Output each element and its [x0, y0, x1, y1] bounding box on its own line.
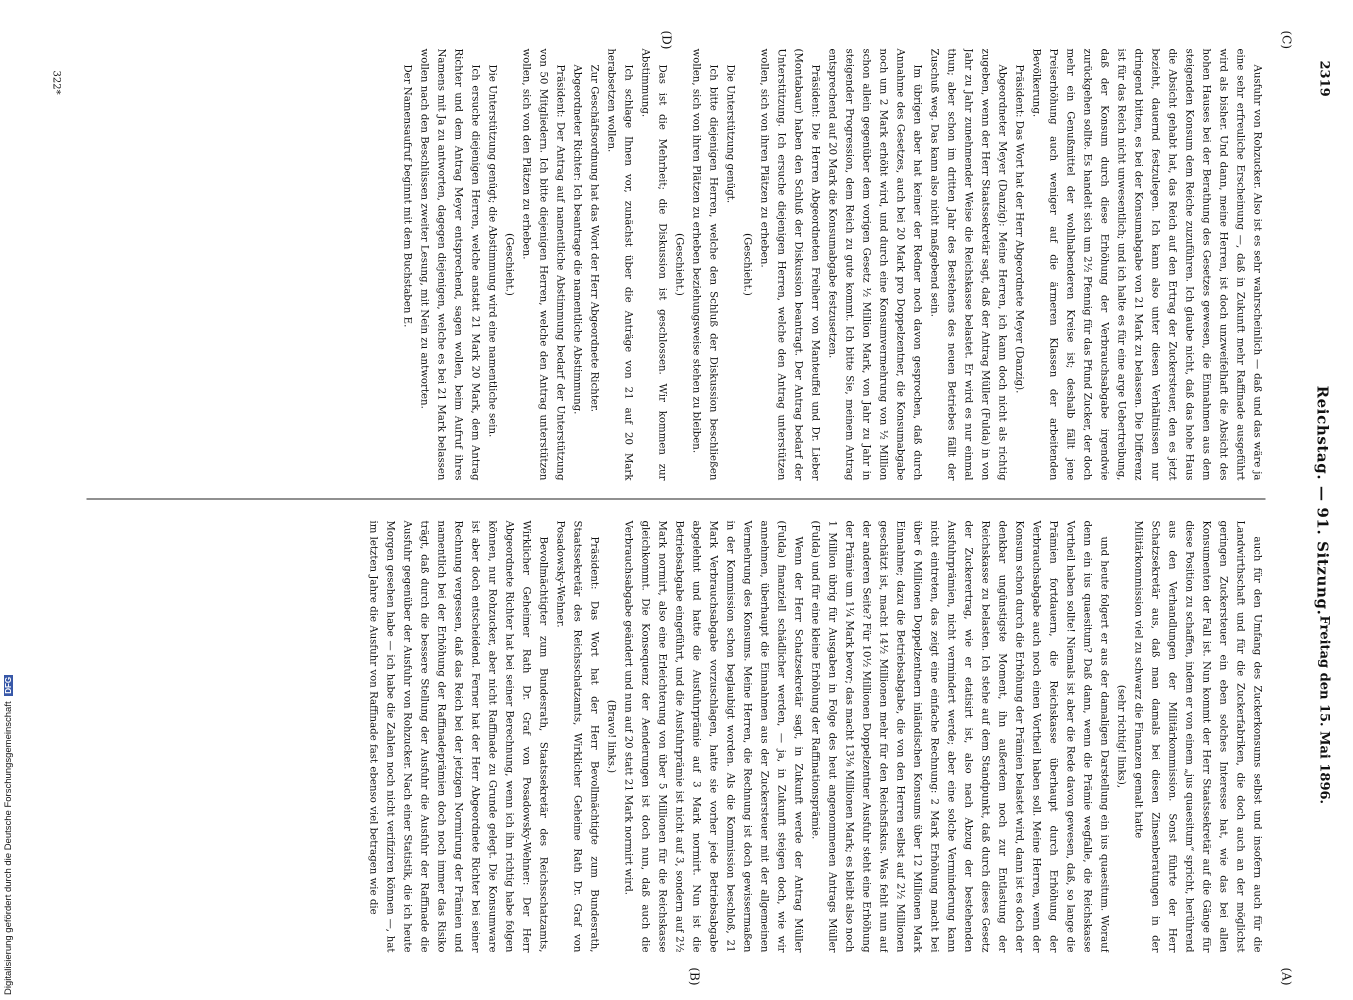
page-date: Freitag den 15. Mai 1896. — [1316, 615, 1331, 804]
paragraph: Ich schlage Ihnen vor, zunächst über die Anträge von 21 auf 20 Mark herabsetzen wollen. — [605, 48, 633, 480]
right-text-column — [40, 48, 1265, 480]
stage-direction: (Geschieht.) — [673, 232, 684, 296]
paragraph: auch für den Umfang des Zuckerkonsums selbst und insofern auch für die Landwirthschaft und für die Zuckerfabriken, die doch auch an der möglichst geringen Zuckersteuer ein eben solches Interesse hat, wie das bei allen Konsumenten der Fall ist. Nun kommt der Herr Staatssekretär auf die Gänge für diese Position zu schaffen, indem er von einem „jus quaesitum“ spricht, herührend aus den Verhandlungen der Militärkommission. Sonst führte der Herr Schatzsekretär aus, daß man damals bei diesen Zinsenberatungen in der Militärkommission viel zu schwarz die Finanzen gemalt hatte — [1132, 520, 1262, 952]
paragraph: Präsident: Das Wort hat der Herr Abgeordnete Meyer (Danzig). — [1013, 64, 1024, 393]
page-number: 2319 — [1316, 60, 1331, 97]
page-header-date-row — [1301, 40, 1331, 960]
sidebar-credit — [3, 10, 14, 995]
paragraph: Das ist die Mehrheit; die Diskussion ist geschlossen. Wir kommen zur Abstimmung. — [639, 48, 667, 480]
column-divider — [86, 498, 1265, 499]
stage-direction: (sehr richtig! links), — [1115, 684, 1126, 788]
stage-direction: (Geschieht.) — [503, 232, 514, 296]
stage-direction: (Geschieht.) — [741, 232, 752, 296]
paragraph: Zur Geschäftsordnung hat das Wort der Herr Abgeordnete Richter. — [588, 64, 599, 412]
paragraph: Im übrigen aber hat keiner der Redner noch davon gesprochen, daß durch Annahme des Gesetzes, auch bei 20 Mark pro Doppelzentner, die Konsumabgabe noch um 2 Mark erhöht wird, und durch eine Konsumvermehrung von ½ Million schon allein gegenüber dem vorigen Gesetz ½ Million Mark, von Jahr zu Jahr in steigender Progression, dem Reich zu gute kommt. Ich bitte Sie, meinem Antrag entsprechend auf 20 Mark die Konsumabgabe festzusetzen. — [826, 48, 922, 480]
paragraph: Wenn der Herr Schatzsekretär sagt, in Zukunft werde der Antrag Müller (Fulda) finanziell schädlicher werden, — ja, in Zukunft steigen doch, wie wir annehmen, überhaupt die Einnahmen aus der Zuckersteuer mit der allgemeinen Vermehrung des Konsums. Meine Herren, die Rechnung ist doch gewissermaßen in der Kommission schon beglaubigt worden. Als die Kommission beschloß, 21 Mark Verbrauchsabgabe vorzuschlagen, hatte sie vorher jede Betriebsabgabe abgelehnt und hatte die Ausfuhrprämie auf 3 Mark normirt. Nun ist die Betriebsabgabe eingeführt, und die Ausfuhrprämie ist nicht auf 3, sondern auf 2½ Mark normirt, also eine Erleichterung von über 5 Millionen für die Reichskasse gleichkommt. Die Konsequenz der Aenderungen ist doch nun, daß auch die Verbrauchsabgabe geändert und nun auf 20 statt 21 Mark normirt wird. — [622, 520, 803, 952]
paragraph: Ausfuhr von Rohzucker. Also ist es sehr wahrscheinlich — daß und das wäre ja eine sehr erfreuliche Erscheinung —, daß in Zukunft mehr Raffinade ausgeführt wird als bisher. Und dann, meine Herren, ist doch unzweifelhaft die Absicht des hohen Hauses bei der Berathung des Gesetzes gewesen, die Einnahmen aus dem steigenden Konsum dem Reiche zuzuführen. Ich glaube nicht, daß das hohe Haus die Absicht gehabt hat, das Reich auf den Ertrag der Zuckersteuer, den es jetzt bezieht, dauernd festzulegen. Ich kann also unter diesen Verhältnissen nur dringend bitten, es bei der Konsumabgabe von 21 Mark zu belassen. Die Differenz ist für das Reich nicht unwesentlich; und ich halte es für eine arge Uebertreibung, daß der Konsum durch diese Erhöhung der Verbrauchsabgabe irgendwie zurückgehen sollte. Es handelt sich um 2½ Pfennig für das Pfund Zucker, der doch mehr ein Genußmittel der wohlhabenderen Kreise ist; deshalb fällt jene Preiserhöhung auch weniger auf die ärmeren Klassen der arbeitenden Bevölkerung. — [1030, 48, 1262, 480]
paragraph: Bevollmächtigter zum Bundesrath, Staatssekretär des Reichsschatzamts, Wirklicher Geheimer Rath Dr. Graf von Posadowsky-Wehner: Der Herr Abgeordnete Richter hat bei seiner Berechnung, wenn ich ihn richtig habe folgen können, nur Rohzucker, aber nicht Raffinade zu Grunde gelegt. Die Konsumware ist aber doch entscheidend. Ferner hat der Herr Abgeordnete Richter bei seiner Rechnung vergessen, daß das Reich bei der jetzigen Normirung der Prämien und namentlich bei der Erhöhung der Raffinadeprämien doch noch immer das Risiko trägt, daß durch die bessere Stellung der Ausfuhr die Ausfuhr der Raffinade die Ausfuhr gegenüber der Ausfuhr von Rohzucker. Nach einer Statistik, die ich heute Morgen gesehen habe — ich habe die Zahlen noch nicht verifiziren können —, hat im letzten Jahre die Ausfuhr von Raffinade fast ebenso viel betragen wie die — [367, 520, 548, 952]
margin-marker-a: (A) — [1279, 966, 1293, 985]
margin-marker-d: (D) — [659, 30, 673, 49]
paragraph: Abgeordneter Meyer (Danzig): Meine Herren, ich kann doch nicht als richtig zugeben, wenn der Herr Staatssekretär sagt, daß der Antrag Müller (Fulda) in von Jahr zu Jahr zunehmender Weise die Reichskasse belastet. Er wird es nur einmal thun; aber schon im dritten Jahr des Bestehens des neuen Betriebes fällt der Zuschuß weg. Das kann also nicht maßgebend sein. — [928, 48, 1007, 480]
sidebar-credit-text: Digitalisierung gefördert durch die Deutsche Forschungsgemeinschaft — [3, 701, 14, 995]
paragraph: Die Unterstützung genügt. — [724, 64, 735, 203]
page-title: Reichstag. — 91. Sitzung. — [1313, 385, 1331, 615]
digitization-sidebar — [2, 10, 20, 995]
paragraph: Ich bitte diejenigen Herren, welche den Schluß der Diskussion beschließen wollen, sich von ihren Plätzen zu erheben beziehungsweise stehen zu bleiben. — [690, 48, 718, 480]
paragraph: Der Namensaufruf beginnt mit dem Buchstaben E. — [401, 64, 412, 327]
paragraph: und heute folgert er aus der damaligen Darstellung ein ius quaesitum. Worauf denn ein ius quaesitum? Daß dann, wenn die Prämie wegfalle, die Reichskasse Vortheil haben sollte! Niemals ist aber die Rede davon gewesen, daß, so lange die Prämien fortdauern, die Reichskasse überhaupt durch Erhöhung der Verbrauchsabgabe auch noch einen Vortheil haben soll. Meine Herren, wenn der Konsum schon durch die Erhöhung der Prämien belastet wird, dann ist es doch der denkbar ungünstigste Moment, ihn außerdem noch zur Entlastung der Reichskasse zu belasten. Ich stehe auf dem Standpunkt, daß durch dieses Gesetz der Zuckerertrag, wie er etatisirt ist, also nach Abzug der bestehenden Ausfuhrprämien, nicht vermindert werde; aber eine solche Verminderung kann nicht eintreten, das zeigt eine einfache Rechnung: 2 Mark Erhöhung macht bei über 6 Millionen Doppelzentnern inländischen Konsums über 12 Millionen Mark Einnahme; dazu die Betriebsabgabe, die von den Herren selbst auf 2½ Millionen geschätzt ist, macht 14½ Millionen mehr für den Reichsfiskus. Was fehlt nun auf der anderen Seite? Für 10½ Millionen Doppelzentner Ausfuhr steht eine Erhöhung der Prämie um 1¼ Mark bevor; das macht 13⅛ Millionen Mark; es bleibt also noch 1 Million übrig für Ausgaben in Folge des heut angenommenen Antrags Müller (Fulda) und für eine kleine Erhöhung der Raffinationsprämie. — [809, 520, 1109, 952]
paragraph: Präsident: Das Wort hat der Herr Bevollmächtigte zum Bundesrath, Staatssekretär des Reichsschatzamts, Wirklicher Geheime Rath Dr. Graf von Posadowsky-Wehner. — [554, 520, 599, 952]
paragraph: Ich ersuche diejenigen Herren, welche anstatt 21 Mark 20 Mark, dem Antrag Richter und dem Antrag Meyer entsprechend, sagen wollen, beim Aufruf ihres Namens mit Ja zu antworten, dagegen diejenigen, welche es bei 21 Mark belassen wollen nach den Beschlüssen zweiter Lesung, mit Nein zu antworten. — [418, 48, 480, 480]
dfg-logo-icon: DFG — [4, 676, 13, 694]
margin-marker-b: (B) — [687, 966, 701, 985]
paragraph: Abgeordneter Richter: Ich beantrage die namentliche Abstimmung. — [571, 64, 582, 414]
stage-direction: (Bravo! links.) — [605, 699, 616, 773]
paragraph: Präsident: Der Antrag auf namentliche Abstimmung bedarf der Unterstützung von 50 Mitgliedern. Ich bitte diejenigen Herren, welche den Antrag unterstützen wollen, sich von den Plätzen zu erheben. — [520, 48, 565, 480]
left-text-column — [40, 520, 1265, 952]
sheet-number: 322* — [50, 70, 61, 95]
margin-marker-c: (C) — [1279, 30, 1293, 49]
paragraph: Die Unterstützung genügt; die Abstimmung wird eine namentliche sein. — [486, 64, 497, 437]
paragraph: Präsident: Die Herren Abgeordneten Freiherr von Manteuffel und Dr. Lieber (Montabaur) haben den Schluß der Diskussion beantragt. Der Antrag bedarf der Unterstützung. Ich ersuche diejenigen Herren, welche den Antrag unterstützen wollen, sich von ihren Plätzen zu erheben. — [758, 48, 820, 480]
